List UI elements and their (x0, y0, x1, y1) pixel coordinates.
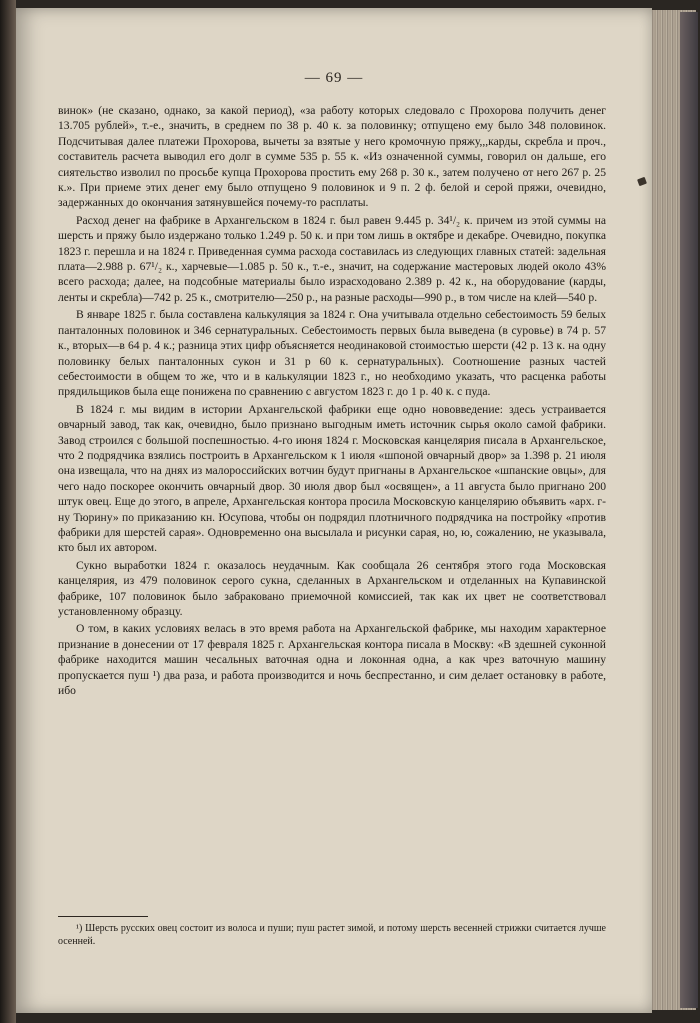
paragraph: Расход денег на фабрике в Архангельском в 1824 г. был равен 9.445 р. 34¹/₂ к. причем из этой суммы на шерсть и пряжу было издержано только 1.249 р. 50 к. и при том лишь в октябре и декабре. Очевидно, покупка 1823 г. перешла и на 1824 г. Приведенная сумма расхода составилась из следующих главных статей: задельная плата—2.988 р. 67¹/₂ к., харчевые—1.085 р. 50 к., т.-е., значит, на содержание мастеровых людей около 43% всего расхода; далее, на подсобные материалы было израсходовано 2.389 р. 42 к., на оборудование (карды, ленты и скребла)—742 р. 25 к., смотрителю—250 р., на разные расходы—990 р., в том числе на клей—540 р. (58, 213, 606, 304)
paragraph: В январе 1825 г. была составлена калькуляция за 1824 г. Она учитывала отдельно себестоимость 59 белых панталонных половинок и 346 сернатуральных. Себестоимость первых была выведена (в суровье) в 74 р. 57 к., вторых—в 64 р. 4 к.; разница этих цифр объясняется неодинаковой стоимостью шерсти (42 р. 13 к. на одну половинку белых панталонных сукон и 31 р 60 к. сернатуральных). Соотношение разных частей себестоимости в общем то же, что и в калькуляции 1823 г., но необходимо указать, что расценка работы прядильщиков была еще понижена по сравнению с августом 1823 г. до 1 р. 40 к. с пуда. (58, 308, 606, 399)
paragraph-continued: винок» (не сказано, однако, за какой период), «за работу которых следовало с Прохорова получить денег 13.705 рублей», т.-е., значить, в среднем по 38 р. 40 к. за половинку; отпущено ему было 348 половинок. Подсчитывая далее платежи Прохорова, вычеты за взятые у него кромочную пряжу,,,карды, скребла и проч., составитель расчета выводил его долг в сумме 535 р. 55 к. «Из означенной суммы, говорил он дальше, его сиятельство изволил по просьбе купца Прохорова простить ему 268 р. 30 к., затем получено от него 267 р. 25 к.». При приеме этих денег ему было отпущено 9 половинок и 9 п. 2 ф. белой и серой пряжи, очевидно, задержанных до окончания затянувшейся почему-то расплаты. (58, 104, 606, 210)
paragraph: Сукно выработки 1824 г. оказалось неудачным. Как сообщала 26 сентября этого года Московская канцелярия, из 479 половинок серого сукна, сделанных в Архангельском и отделанных на Купавинской фабрике, 107 половинок было забраковано приемочной комиссией, так как их цвет не соответствовал установленному образцу. (58, 558, 606, 618)
ink-mark (637, 177, 647, 186)
footnote: ¹) Шерсть русских овец состоит из волоса и пуши; пуш растет зимой, и потому шерсть весенней стрижки считается лучше осенней. (58, 923, 606, 947)
body-text (58, 103, 606, 698)
book-spine-shadow (0, 0, 16, 1023)
footnote-divider (58, 916, 148, 917)
book-cover-edge (680, 12, 698, 1008)
paragraph: О том, в каких условиях велась в это время работа на Архангельской фабрике, мы находим характерное признание в донесении от 17 февраля 1825 г. Архангельская контора писала в Москву: «В здешней суконной фабрике находится машин чесальных ваточная одна и локонная одна, а как чрез ваточную машину пропускается пуш ¹) два раза, и работа производится и ночь беспрестанно, и сим делает остановку в работе, ибо (58, 622, 606, 698)
page-number: — 69 — (304, 70, 364, 86)
paragraph: В 1824 г. мы видим в истории Архангельской фабрики еще одно нововведение: здесь устраивается овчарный завод, так как, очевидно, было признано выгодным иметь источник сырья около самой фабрики. Завод строился с большой поспешностью. 4-го июня 1824 г. Московская канцелярия писала в Архангельское, что 2 подрядчика взялись построить в Архангельском к 1 июля «шпоной овчарный двор» за 1.398 р. 21 июля она извещала, что на днях из малороссийских вотчин будут пригнаны в Архангельское «шпанские овцы», для чего надо поскорее окончить овчарный двор. 30 июля двор был «освящен», а 11 августа было пригнано 200 штук овец. Еще до этого, в апреле, Архангельская контора просила Московскую канцелярию объявить «арх. г-ну Тюрину» по приказанию кн. Юсупова, чтобы он подрядил плотничного подрядчика на постройку «против фабрики для шерстей сарая». Одновременно она высылала и рисунки сарая, но, ю, сожалению, не указывала, кто был их автором. (58, 402, 606, 555)
book-page (16, 8, 652, 1013)
